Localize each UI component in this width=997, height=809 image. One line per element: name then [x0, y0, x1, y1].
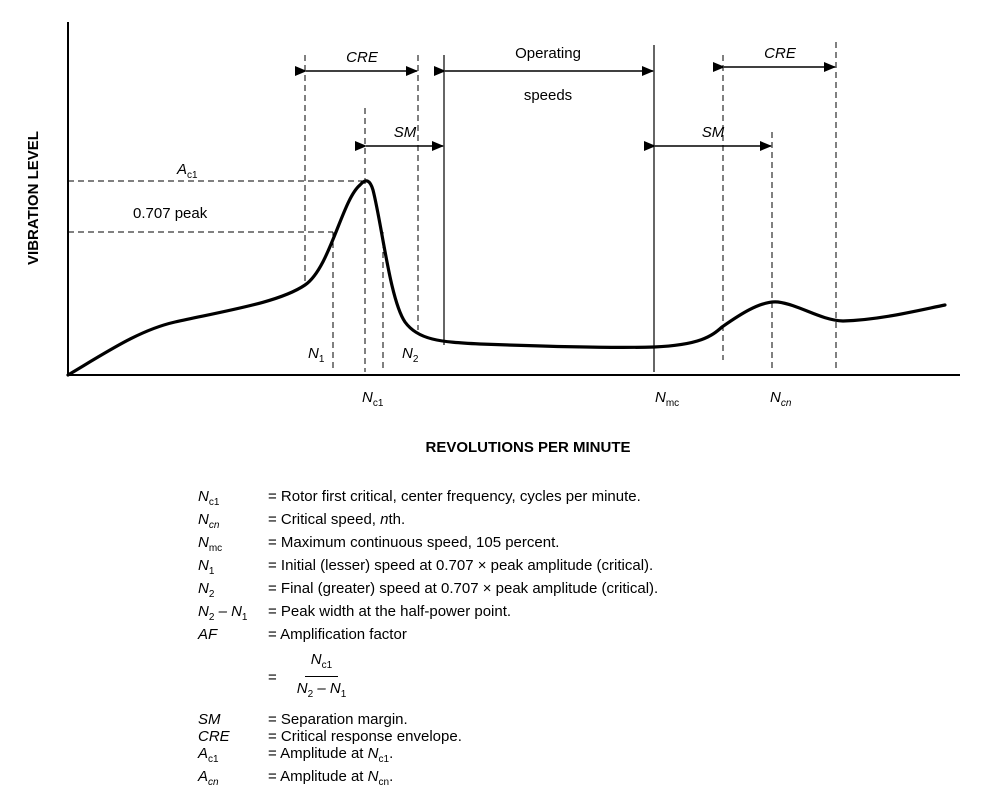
legend-row-ncn: $N_{cn}$ = Critical speed, nth.: [198, 511, 406, 531]
formula-denominator: $N_2 - N_1$: [296, 680, 347, 700]
legend-row-ac1: $A_{c1}$ = Amplitude at $N_{c1}$.: [198, 745, 394, 765]
legend-row-af: AF = Amplification factor: [198, 626, 407, 643]
legend-row-acn: $A_{cn}$ = Amplitude at $N_{cn}$.: [198, 768, 394, 788]
legend-row-cre: CRE = Critical response envelope.: [198, 728, 462, 745]
x-axis-label: REVOLUTIONS PER MINUTE: [425, 439, 631, 456]
formula-numerator: $N_{c1}$: [305, 651, 338, 677]
sm-right-label: SM: [701, 124, 725, 141]
operating-label-2: speeds: [523, 87, 573, 104]
legend-row-n1: $N_1$ = Initial (lesser) speed at 0.707 × peak amplitude (critical).: [198, 557, 654, 577]
y-axis-label: VIBRATION LEVEL: [25, 131, 42, 265]
legend-row-sm: SM = Separation margin.: [198, 711, 408, 728]
ac1-label: $A_{c1}$: [177, 161, 198, 181]
nmc-label: $N_{mc}$: [655, 389, 680, 409]
amplification-formula: = $\frac{N_{c1}}{N_2 - N_1}$: [268, 651, 818, 703]
legend-row-nmc: $N_{mc}$ = Maximum continuous speed, 105 percent.: [198, 534, 560, 554]
n1-label: $N_1$: [308, 345, 325, 365]
nc1-label: $N_{c1}$: [362, 389, 384, 409]
legend-row-n2-n1: $N_2 - N_1$ = Peak width at the half-power point.: [198, 603, 512, 623]
legend-row-nc1: $N_{c1}$ = Rotor first critical, center frequency, cycles per minute.: [198, 488, 641, 508]
legend-row-n2: $N_2$ = Final (greater) speed at 0.707 × peak amplitude (critical).: [198, 580, 659, 600]
cre-right-label: CRE: [764, 45, 796, 62]
sm-left-label: SM: [393, 124, 417, 141]
legend: [198, 488, 818, 791]
operating-label-1: Operating: [515, 45, 581, 62]
cre-left-label: CRE: [346, 49, 378, 66]
n2-label: $N_2$: [402, 345, 419, 365]
peak-label: 0.707 peak: [133, 205, 208, 222]
ncn-label: $N_{cn}$: [770, 389, 792, 409]
